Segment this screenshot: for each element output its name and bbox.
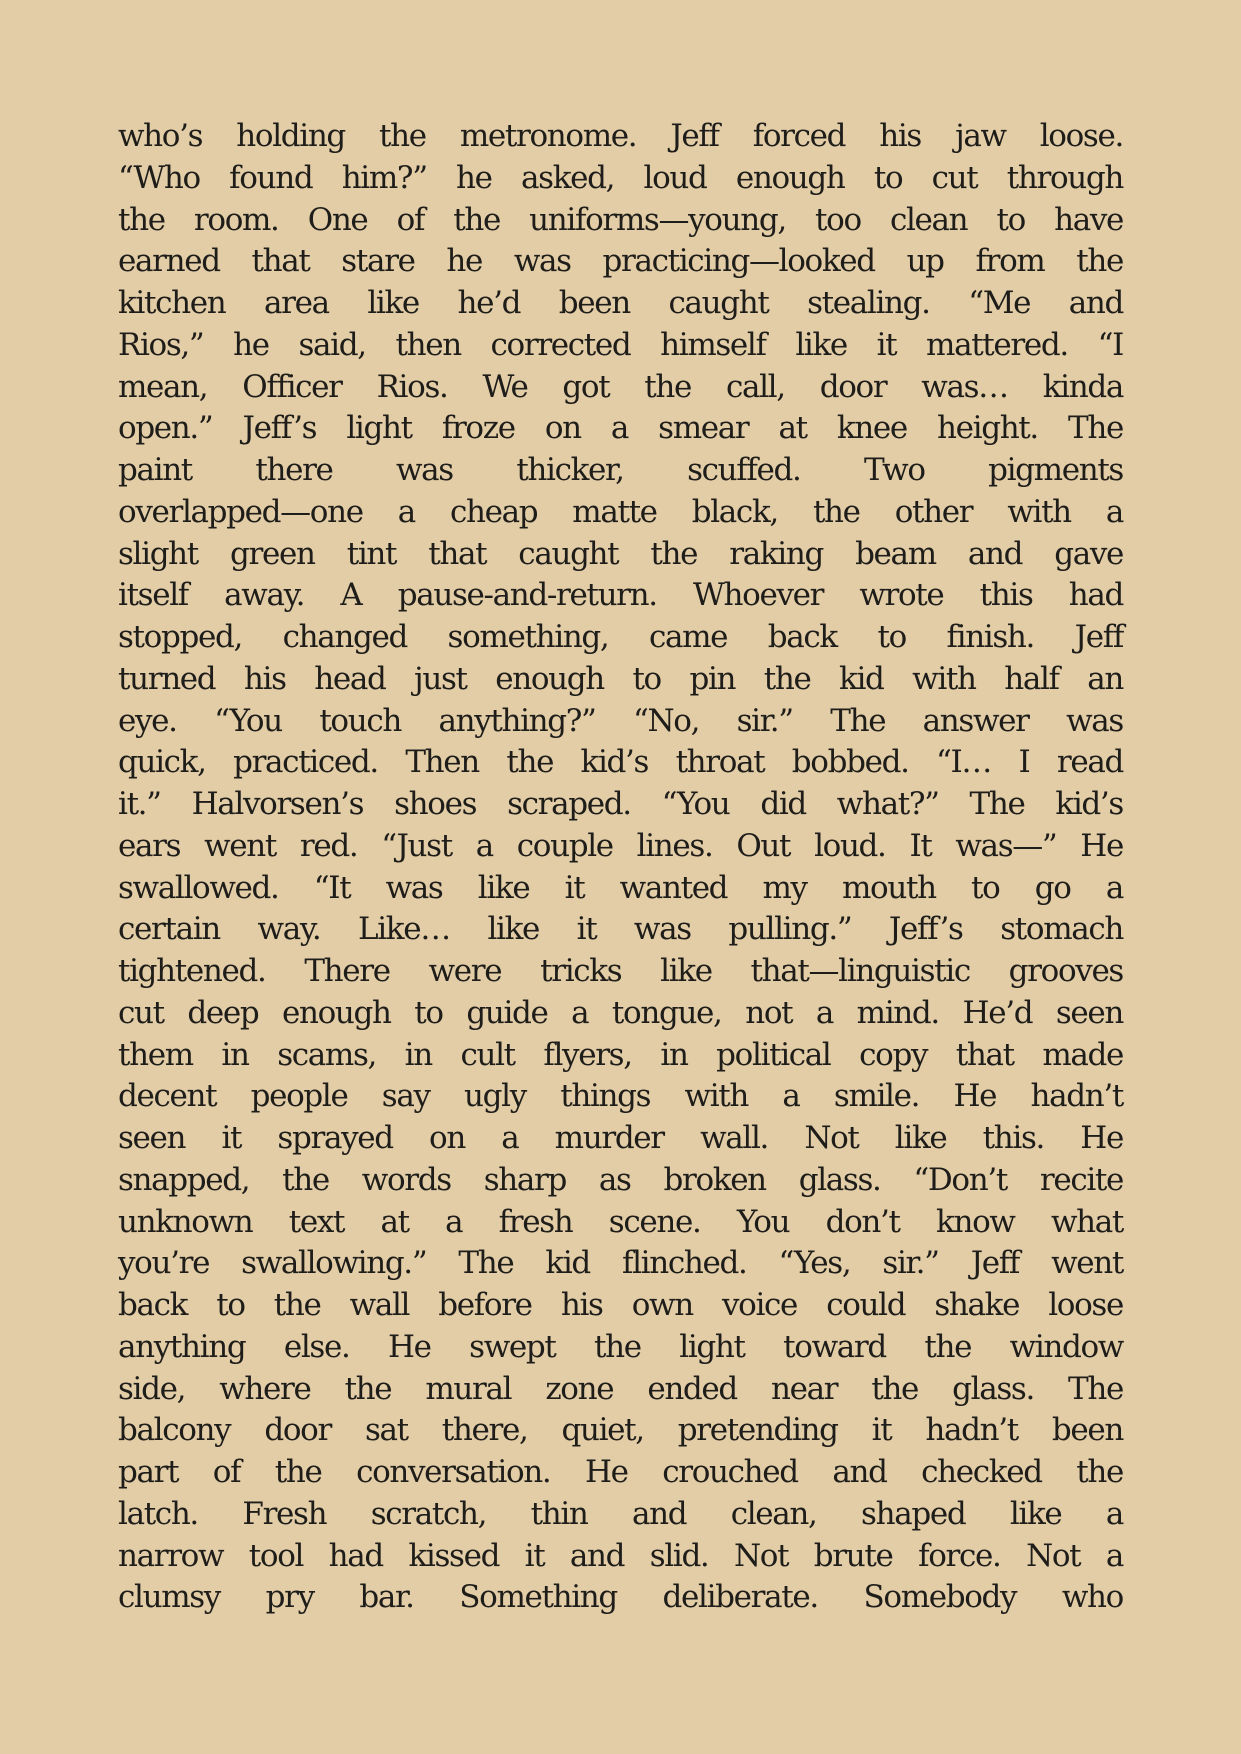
- text-line: balcony door sat there, quiet, pretending it hadn’t been: [118, 1412, 1123, 1449]
- text-line: them in scams, in cult flyers, in political copy that made: [118, 1036, 1123, 1073]
- text-line: clumsy pry bar. Something deliberate. Somebody who: [118, 1579, 1123, 1616]
- text-line: mean, Officer Rios. We got the call, door was… kinda: [118, 368, 1123, 405]
- text-line: it.” Halvorsen’s shoes scraped. “You did what?” The kid’s: [118, 786, 1123, 822]
- text-line: kitchen area like he’d been caught stealing. “Me and: [118, 285, 1123, 321]
- text-line: back to the wall before his own voice could shake loose: [118, 1287, 1123, 1323]
- text-line: swallowed. “It was like it wanted my mouth to go a: [118, 869, 1123, 906]
- text-line: eye. “You touch anything?” “No, sir.” The answer was: [118, 702, 1123, 739]
- text-line: you’re swallowing.” The kid flinched. “Yes, sir.” Jeff went: [118, 1245, 1123, 1282]
- text-line: overlapped—one a cheap matte black, the other with a: [118, 493, 1123, 530]
- text-line: latch. Fresh scratch, thin and clean, shaped like a: [118, 1495, 1123, 1532]
- text-line: certain way. Like… like it was pulling.” Jeff’s stomach: [118, 911, 1123, 948]
- text-line: tightened. There were tricks like that—linguistic grooves: [118, 953, 1123, 989]
- page-body-text: [118, 116, 1123, 1619]
- text-line: anything else. He swept the light toward the window: [118, 1328, 1123, 1365]
- text-line: ears went red. “Just a couple lines. Out loud. It was—” He: [118, 827, 1123, 864]
- text-line: side, where the mural zone ended near the glass. The: [118, 1370, 1123, 1407]
- text-line: quick, practiced. Then the kid’s throat bobbed. “I… I read: [118, 744, 1123, 781]
- text-line: open.” Jeff’s light froze on a smear at knee height. The: [118, 410, 1123, 447]
- text-line: who’s holding the metronome. Jeff forced his jaw loose.: [118, 118, 1123, 154]
- text-line: itself away. A pause-and-return. Whoever wrote this had: [118, 577, 1123, 614]
- text-line: paint there was thicker, scuffed. Two pigments: [118, 452, 1123, 488]
- text-line: decent people say ugly things with a smile. He hadn’t: [118, 1078, 1123, 1115]
- text-line: slight green tint that caught the raking beam and gave: [118, 535, 1123, 572]
- text-line: seen it sprayed on a murder wall. Not like this. He: [118, 1120, 1123, 1156]
- text-line: part of the conversation. He crouched and checked the: [118, 1454, 1123, 1490]
- text-line: narrow tool had kissed it and slid. Not brute force. Not a: [118, 1537, 1123, 1574]
- text-line: Rios,” he said, then corrected himself like it mattered. “I: [118, 326, 1123, 363]
- text-line: earned that stare he was practicing—looked up from the: [118, 243, 1123, 280]
- text-line: the room. One of the uniforms—young, too clean to have: [118, 201, 1123, 238]
- text-line: stopped, changed something, came back to finish. Jeff: [118, 619, 1123, 655]
- text-line: “Who found him?” he asked, loud enough to cut through: [118, 159, 1123, 196]
- text-line: unknown text at a fresh scene. You don’t know what: [118, 1203, 1123, 1240]
- text-line: turned his head just enough to pin the kid with half an: [118, 660, 1123, 697]
- text-line: snapped, the words sharp as broken glass. “Don’t recite: [118, 1161, 1123, 1198]
- text-line: cut deep enough to guide a tongue, not a mind. He’d seen: [118, 994, 1123, 1031]
